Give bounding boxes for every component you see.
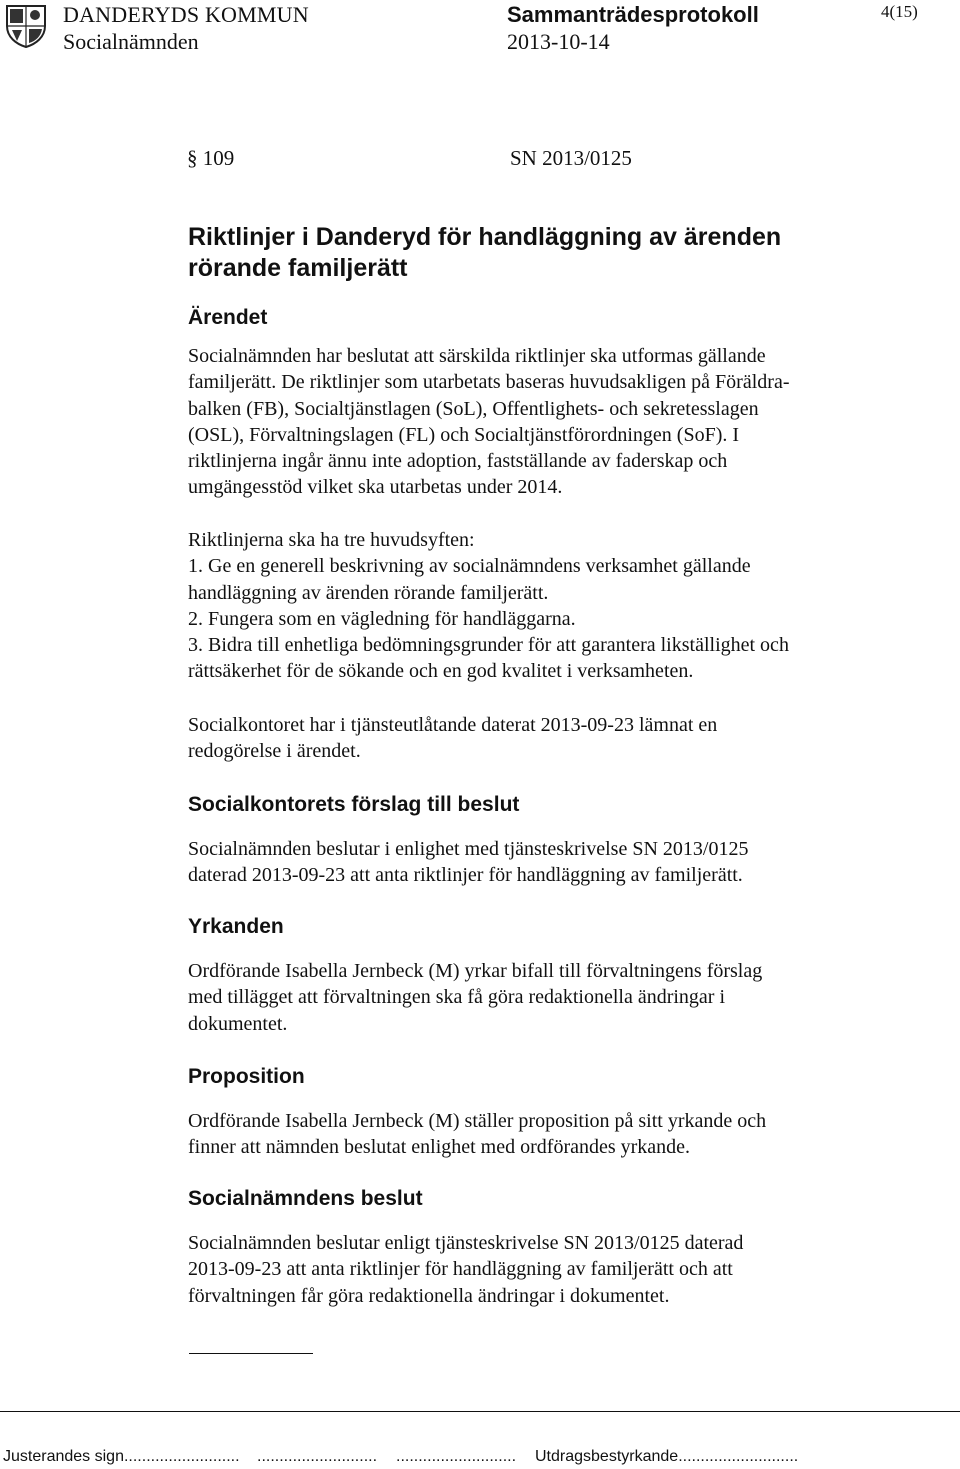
text-line: handläggning av ärenden rörande familjerätt.	[188, 581, 549, 604]
case-reference: SN 2013/0125	[510, 146, 632, 170]
text-line: med tillägget att förvaltningen ska få göra redaktionella ändringar i	[188, 986, 726, 1009]
section-end-divider	[189, 1353, 313, 1354]
title-line: Riktlinjer i Danderyd för handläggning av ärenden	[188, 223, 782, 251]
paragraph-proposal	[188, 836, 888, 889]
text-line: förvaltningen får göra redaktionella ändringar i dokumentet.	[188, 1284, 670, 1307]
text-line: daterad 2013-09-23 att anta riktlinjer för handläggning av familjerätt.	[188, 864, 743, 887]
heading-motions: Yrkanden	[188, 915, 284, 938]
committee-name: Socialnämnden	[63, 29, 199, 54]
document-type: Sammanträdesprotokoll	[507, 2, 759, 27]
paragraph-social-office	[188, 712, 888, 765]
text-line: balken (FB), Socialtjänstlagen (SoL), Offentlighets- och sekretesslagen	[188, 397, 759, 420]
heading-proposition: Proposition	[188, 1065, 305, 1088]
municipal-coat-of-arms-icon	[4, 4, 48, 48]
text-line: 2013-09-23 att anta riktlinjer för handläggning av familjerätt och att	[188, 1258, 733, 1281]
paragraph-decision	[188, 1230, 888, 1309]
list-item: 3. Bidra till enhetliga bedömningsgrunder för att garantera likställighet och	[188, 634, 789, 657]
text-line: dokumentet.	[188, 1012, 288, 1035]
organization-name: DANDERYDS KOMMUN	[63, 2, 309, 27]
footer-signature-dots: ...........................	[257, 1448, 378, 1465]
title-line: rörande familjerätt	[188, 254, 408, 282]
document-title	[188, 222, 888, 284]
list-item: 2. Fungera som en vägledning för handläggarna.	[188, 607, 576, 630]
heading-decision: Socialnämndens beslut	[188, 1187, 423, 1210]
coat-of-arms-logo	[4, 4, 48, 48]
paragraph-arendet	[188, 343, 888, 501]
paragraph-purposes	[188, 527, 888, 685]
text-line: Ordförande Isabella Jernbeck (M) yrkar bifall till förvaltningens förslag	[188, 960, 763, 982]
text-line: redogörelse i ärendet.	[188, 740, 361, 763]
footer-signature-field: Justerandes sign..........................	[3, 1448, 240, 1465]
heading-proposal: Socialkontorets förslag till beslut	[188, 793, 520, 816]
footer-signature-dots: ...........................	[396, 1448, 517, 1465]
page-number: 4(15)	[881, 2, 918, 21]
text-line: Riktlinjerna ska ha tre huvudsyften:	[188, 529, 475, 551]
section-number: § 109	[187, 146, 235, 170]
text-line: (OSL), Förvaltningslagen (FL) och Socialtjänstförordningen (SoF). I	[188, 423, 740, 446]
heading-arendet: Ärendet	[188, 306, 268, 329]
footer-divider	[0, 1411, 960, 1412]
footer-extract-certification: Utdragsbestyrkande...........................	[535, 1448, 799, 1465]
text-line: Socialnämnden beslutar enligt tjänsteskrivelse SN 2013/0125 daterad	[188, 1232, 744, 1254]
text-line: familjerätt. De riktlinjer som utarbetats baseras huvudsakligen på Föräldra-	[188, 371, 790, 394]
paragraph-proposition	[188, 1108, 888, 1161]
list-item: 1. Ge en generell beskrivning av socialnämndens verksamhet gällande	[188, 555, 751, 578]
text-line: riktlinjerna ingår ännu inte adoption, fastställande av faderskap och	[188, 450, 728, 473]
text-line: Socialnämnden har beslutat att särskilda riktlinjer ska utformas gällande	[188, 345, 766, 367]
text-line: umgängesstöd vilket ska utarbetas under 2014.	[188, 476, 563, 499]
text-line: rättsäkerhet för de sökande och en god kvalitet i verksamheten.	[188, 660, 694, 683]
meeting-date: 2013-10-14	[507, 29, 610, 54]
text-line: Ordförande Isabella Jernbeck (M) ställer proposition på sitt yrkande och	[188, 1110, 767, 1132]
text-line: Socialnämnden beslutar i enlighet med tjänsteskrivelse SN 2013/0125	[188, 838, 749, 860]
paragraph-motions	[188, 958, 888, 1037]
text-line: Socialkontoret har i tjänsteutlåtande daterat 2013-09-23 lämnat en	[188, 714, 718, 736]
text-line: finner att nämnden beslutat enlighet med ordförandes yrkande.	[188, 1136, 691, 1159]
